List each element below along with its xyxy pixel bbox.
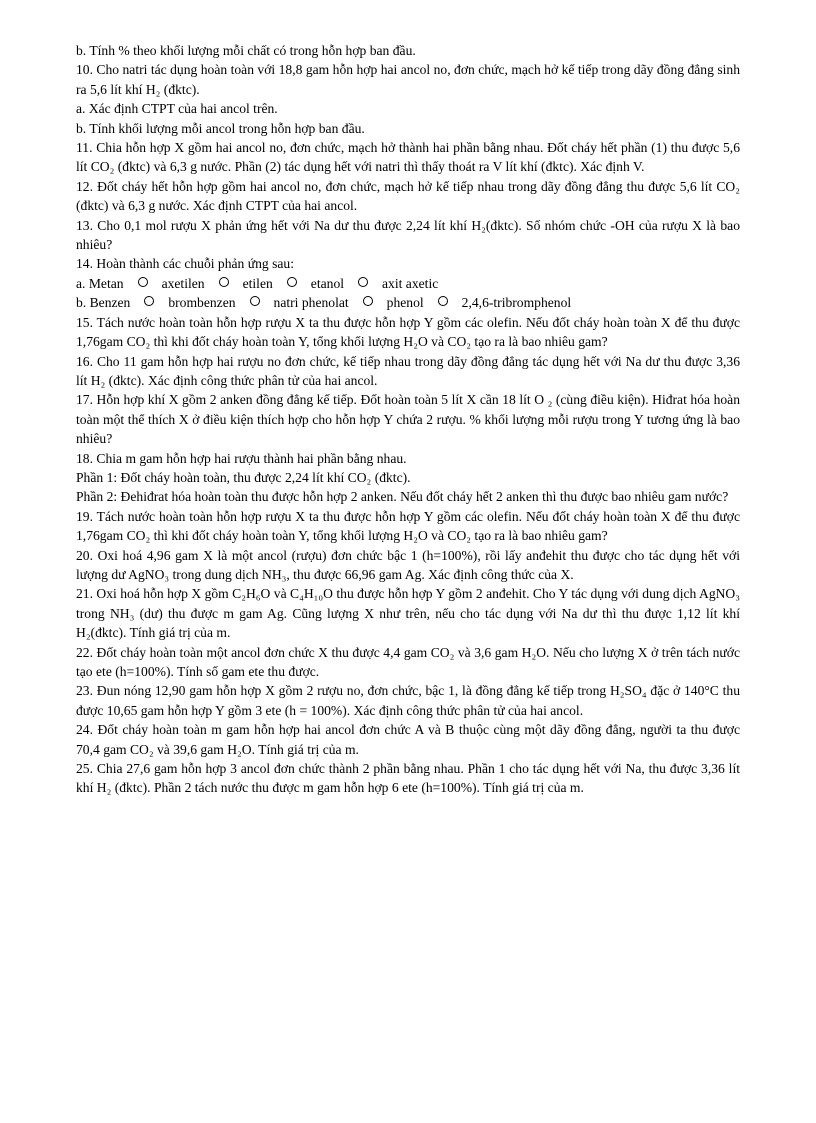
question-18: 18. Chia m gam hỗn hợp hai rượu thành hai phần bằng nhau. — [76, 450, 407, 466]
question-19: 19. Tách nước hoàn toàn hỗn hợp rượu X ta thu được hỗn hợp Y gồm các olefin. Nếu đốt cháy hoàn toàn X để thu được 1,76gam CO₂ thì khi đốt cháy hoàn toàn Y, tổng khối lượng H₂O và CO₂ tạo ra là bao nhiêu gam? — [76, 508, 740, 544]
chain-item: etilen — [242, 275, 273, 291]
question-20: 20. Oxi hoá 4,96 gam X là một ancol (rượu) đơn chức bậc 1 (h=100%), rồi lấy anđehit thu được cho tác dụng hết với lượng dư AgNO₃ trong dung dịch NH₃, thu được 66,96 gam Ag. Xác định công thức của X. — [76, 547, 740, 582]
question-16: 16. Cho 11 gam hỗn hợp hai rượu no đơn chức, kế tiếp nhau trong dãy đồng đẳng tác dụng hết với Na dư thu được 3,36 lít H₂ (đktc). Xác định công thức phân tử của hai ancol. — [76, 353, 740, 388]
circle-arrow-icon — [363, 296, 373, 306]
text-line: b. Tính khối lượng mỗi ancol trong hỗn hợp ban đầu. — [76, 120, 365, 136]
question-21: 21. Oxi hoá hỗn hợp X gồm C₂H₆O và C₄H₁₀O thu được hỗn hợp Y gồm 2 anđehit. Cho Y tác dụng với dung dịch AgNO₃ trong NH₃ (dư) thu được m gam Ag. Cũng lượng X như trên, nếu cho tác dụng với Na dư thì thu được 1,12 lít khí H₂(đktc). Tính giá trị của m. — [76, 586, 740, 641]
circle-arrow-icon — [287, 277, 297, 287]
circle-arrow-icon — [144, 296, 154, 306]
question-17: 17. Hỗn hợp khí X gồm 2 anken đồng đẳng kế tiếp. Đốt hoàn toàn 5 lít X cần 18 lít O ₂ (cùng điều kiện). Hiđrat hóa hoàn toàn một thể thích X ở điều kiện thích hợp cho hỗn hợp Y chứa 2 rượu. % khối lượng mỗi rượu trong Y tương ứng là bao nhiêu? — [76, 392, 740, 447]
question-25: 25. Chia 27,6 gam hỗn hợp 3 ancol đơn chức thành 2 phần bằng nhau. Phần 1 cho tác dụng hết với Na, thu được 3,36 lít khí H₂ (đktc). Phần 2 tách nước thu được m gam hỗn hợp 6 ete (h=100%). Tính giá trị của m. — [76, 761, 740, 796]
text-line: Phần 1: Đốt cháy hoàn toàn, thu được 2,24 lít khí CO₂ (đktc). — [76, 469, 411, 485]
question-10: 10. Cho natri tác dụng hoàn toàn với 18,8 gam hỗn hợp hai ancol no, đơn chức, mạch hở kế tiếp trong dãy đồng đẳng sinh ra 5,6 lít khí H₂ (đktc). — [76, 62, 740, 97]
chain-item: brombenzen — [168, 295, 236, 311]
question-15: 15. Tách nước hoàn toàn hỗn hợp rượu X ta thu được hỗn hợp Y gồm các olefin. Nếu đốt cháy hoàn toàn X để thu được 1,76gam CO₂ thì khi đốt cháy hoàn toàn Y, tổng khối lượng H₂O và CO₂ tạo ra là bao nhiêu gam? — [76, 314, 740, 350]
document-page — [76, 41, 740, 798]
circle-arrow-icon — [358, 277, 368, 287]
question-23: 23. Đun nóng 12,90 gam hỗn hợp X gồm 2 rượu no, đơn chức, bậc 1, là đồng đẳng kế tiếp trong H₂SO₄ đặc ở 140°C thu được 10,65 gam hỗn hợp Y gồm 3 ete (h = 100%). Xác định công thức phân tử của hai ancol. — [76, 683, 740, 718]
chain-item: etanol — [310, 275, 345, 291]
circle-arrow-icon — [438, 296, 448, 306]
chain-item: 2,4,6-tribromphenol — [461, 295, 572, 311]
text-line: a. Xác định CTPT của hai ancol trên. — [76, 101, 278, 117]
question-24: 24. Đốt cháy hoàn toàn m gam hỗn hợp hai ancol đơn chức A và B thuộc cùng một dãy đồng đẳng, người ta thu được 70,4 gam CO₂ và 39,6 gam H₂O. Tính giá trị của m. — [76, 722, 740, 757]
question-11: 11. Chia hỗn hợp X gồm hai ancol no, đơn chức, mạch hở thành hai phần bằng nhau. Đốt cháy hết phần (1) thu được 5,6 lít CO₂ (đktc) và 6,3 g nước. Phần (2) tác dụng hết với natri thì thấy thoát ra V lít khí (đktc). Xác định V. — [76, 140, 740, 175]
circle-arrow-icon — [250, 296, 260, 306]
question-13: 13. Cho 0,1 mol rượu X phản ứng hết với Na dư thu được 2,24 lít khí H₂(đktc). Số nhóm chức -OH của rượu X là bao nhiêu? — [76, 217, 740, 253]
circle-arrow-icon — [219, 277, 229, 287]
chain-item: axetilen — [161, 275, 205, 291]
question-22: 22. Đốt cháy hoàn toàn một ancol đơn chức X thu được 4,4 gam CO₂ và 3,6 gam H₂O. Nếu cho lượng X ở trên tách nước tạo ete (h=100%). Tính số gam ete thu được. — [76, 644, 740, 679]
reaction-chain-a — [76, 274, 740, 293]
text-line: Phần 2: Đehiđrat hóa hoàn toàn thu được hỗn hợp 2 anken. Nếu đốt cháy hết 2 anken thì thu được bao nhiêu gam nước? — [76, 489, 729, 505]
chain-label: a. Metan — [76, 275, 124, 291]
question-12: 12. Đốt cháy hết hỗn hợp gồm hai ancol no, đơn chức, mạch hở kế tiếp nhau trong dãy đồng đẳng thu được 5,6 lít CO₂ (đktc) và 6,3 g nước. Xác định CTPT của hai ancol. — [76, 178, 740, 214]
circle-arrow-icon — [138, 277, 148, 287]
text-line: b. Tính % theo khối lượng mỗi chất có trong hỗn hợp ban đầu. — [76, 43, 416, 58]
question-14: 14. Hoàn thành các chuỗi phản ứng sau: — [76, 256, 295, 272]
reaction-chain-b — [76, 293, 740, 312]
chain-label: b. Benzen — [76, 295, 131, 311]
chain-item: axit axetic — [382, 275, 439, 291]
chain-item: natri phenolat — [273, 295, 349, 311]
chain-item: phenol — [386, 295, 424, 311]
